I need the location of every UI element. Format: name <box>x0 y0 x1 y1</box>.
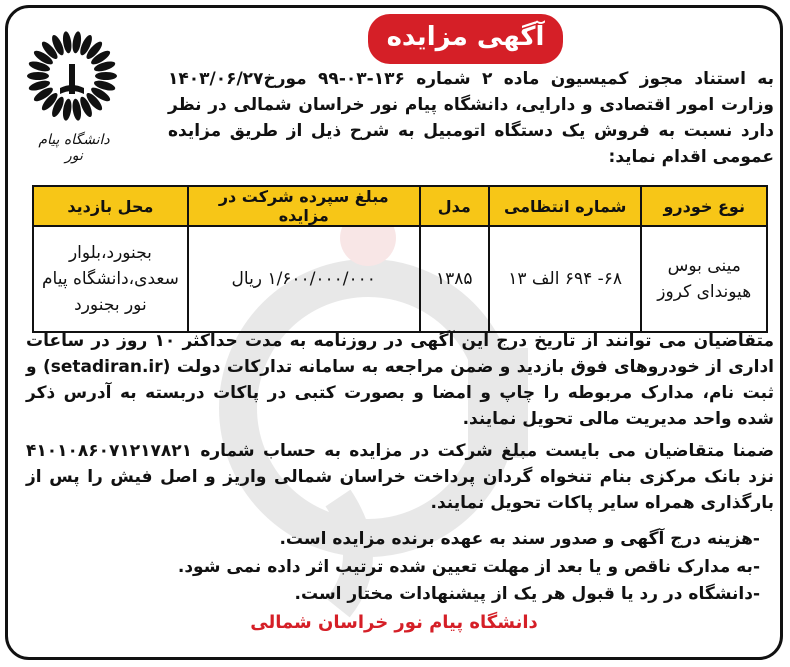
header-vehicle-type: نوع خودرو <box>641 186 767 226</box>
cell-deposit: ۱/۶۰۰/۰۰۰/۰۰۰ ریال <box>188 226 420 332</box>
ad-title: آگهی مزایده <box>386 22 545 52</box>
cell-model: ۱۳۸۵ <box>420 226 489 332</box>
note-item: -هزینه درج آگهی و صدور سند به عهده برنده مزایده است. <box>279 529 760 549</box>
cell-vehicle-type: مینی بوس هیوندای کروز <box>641 226 767 332</box>
logo-caption: دانشگاه پیام نور <box>38 132 110 164</box>
signature: دانشگاه پیام نور خراسان شمالی <box>250 612 538 633</box>
header-plate-number: شماره انتظامی <box>489 186 642 226</box>
table-row <box>33 226 767 332</box>
note-item: -دانشگاه در رد یا قبول هر یک از پیشنهادات مختار است. <box>294 584 760 604</box>
ad-frame <box>5 5 783 660</box>
cell-plate-number: ۶۸- ۶۹۴ الف ۱۳ <box>489 226 642 332</box>
title-banner <box>368 14 563 64</box>
header-model: مدل <box>420 186 489 226</box>
table-header-row <box>33 186 767 226</box>
auction-table <box>32 185 768 333</box>
header-deposit: مبلغ سپرده شرکت در مزایده <box>188 186 420 226</box>
header-visit-place: محل بازدید <box>33 186 188 226</box>
intro-paragraph: به استناد مجوز کمیسیون ماده ۲ شماره ۱۳۶-۰۳-۹۹ مورخ۱۴۰۳/۰۶/۲۷ وزارت امور اقتصادی و دارایی، دانشگاه پیام نور خراسان شمالی در نظر دارد نسبت به فروش یک دستگاه اتومبیل به شرح ذیل از طریق مزایده عمومی اقدام نماید: <box>168 69 774 167</box>
deposit-paragraph: ضمنا متقاضیان می بایست مبلغ شرکت در مزایده به حساب شماره ۴۱۰۱۰۸۶۰۷۱۲۱۷۸۲۱ نزد بانک مرکزی بنام تنخواه گردان پرداخت خراسان شمالی واریز و اصل فیش را پس از بارگذاری همراه سایر پاکات تحویل نمایند. <box>26 441 774 513</box>
cell-visit-place: بجنورد،بلوار سعدی،دانشگاه پیام نور بجنورد <box>33 226 188 332</box>
note-item: -به مدارک ناقص و یا بعد از مهلت تعیین شده ترتیب اثر داده نمی شود. <box>177 557 760 577</box>
applicants-paragraph: متقاضیان می توانند از تاریخ درج این آگهی در روزنامه به مدت حداکثر ۱۰ روز در ساعات اداری از خودروهای فوق بازدید و ضمن مراجعه به سامانه تدارکات دولت (setadiran.ir) و ثبت نام، مدارک مربوطه را چاپ و امضا و بصورت کتبی در پاکات دربسته به آدرس ذکر شده واحد مدیریت مالی تحویل نمایند. <box>26 331 774 429</box>
